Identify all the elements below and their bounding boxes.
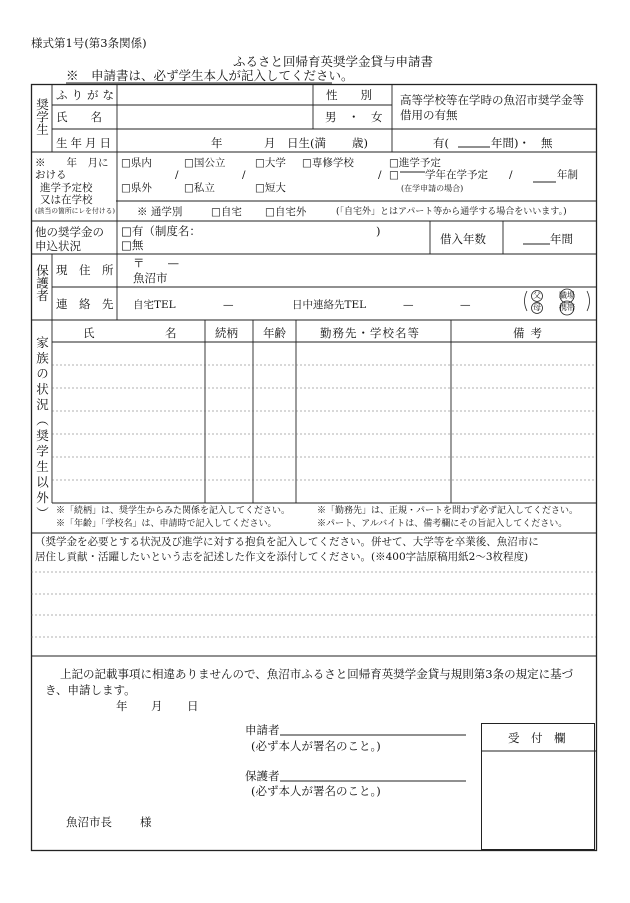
- name-label: 氏 名: [56, 110, 102, 124]
- loan-years: 年間: [550, 232, 573, 246]
- notice: ※ 申請書は、必ず学生本人が記入してください。: [66, 68, 354, 83]
- home-tel-label: 自宅TEL: [133, 299, 176, 311]
- family-note-2: ※「年齢」「学校名」は、申請時で記入してください。: [56, 519, 277, 529]
- sex-options: 男 ・ 女: [325, 110, 383, 124]
- receipt-header: 受 付 欄: [508, 731, 566, 745]
- age-end: 歳): [352, 136, 368, 150]
- family-note-4: ※パート、アルバイトは、備考欄にその旨記入してください。: [317, 519, 568, 529]
- furigana-label: ふりがな: [56, 88, 118, 102]
- birth-label: 生年月日: [56, 136, 114, 150]
- prior-loan-no: 無: [541, 136, 553, 150]
- slash-4: /: [509, 169, 513, 181]
- birth-day-age: 日生(満: [287, 136, 326, 150]
- guardian-sign-note: (必ず本人が署名のこと。): [251, 784, 381, 798]
- checkbox-away[interactable]: □自宅外: [265, 206, 307, 218]
- essay-instruction-1: （奨学金を必要とする状況及び進学に対する抱負を記入してください。併せて、大学等を卒業後、魚沼市に: [35, 536, 539, 548]
- checkbox-junior-college[interactable]: □短大: [255, 182, 286, 194]
- home-tel-dash: —: [223, 299, 234, 311]
- slash-3: /: [378, 169, 382, 181]
- declaration-year: 年: [116, 699, 128, 713]
- enrolled-grade: 学年在学予定: [425, 169, 488, 181]
- checkbox-in-pref[interactable]: □県内: [121, 157, 152, 169]
- other-close-paren: ): [376, 224, 381, 238]
- checkbox-vocational[interactable]: □専修学校: [302, 157, 354, 169]
- school-label-line1: ※ 年 月に: [35, 157, 109, 169]
- contact-label: 連 絡 先: [56, 297, 114, 311]
- student-side-label: 奨学生: [34, 98, 50, 136]
- checkbox-other-yes[interactable]: □有（制度名：: [121, 224, 201, 238]
- checkbox-national[interactable]: □国公立: [184, 157, 226, 169]
- commute-note: (「自宅外」とはアパート等から通学する場合をいいます。): [336, 207, 567, 217]
- mayor-label: 魚沼市長: [66, 815, 112, 829]
- sex-label: 性 別: [326, 88, 372, 102]
- commute-label: ※ 通学別: [137, 206, 183, 218]
- essay-instruction-2: 居住し貢献・活躍したいという志を記述した作文を添付してください。(※400字詰原稿用紙2〜3枚程度): [35, 551, 529, 563]
- birth-month: 月: [264, 136, 276, 150]
- header-name-2: 名: [165, 326, 177, 340]
- day-tel-dash-2: —: [460, 299, 471, 311]
- school-label-line4: 又は在学校: [40, 194, 93, 206]
- slash-1: /: [175, 169, 179, 181]
- school-label-note: (該当の箇所にレを付ける): [35, 207, 116, 215]
- other-scholarship-label-2: 申込状況: [35, 239, 81, 253]
- header-age: 年齢: [263, 326, 286, 340]
- form-title: ふるさと回帰育英奨学金貸与申請書: [233, 54, 434, 69]
- mobile-option[interactable]: 携帯: [559, 303, 575, 312]
- declaration-line-2: き、申請します。: [45, 683, 136, 697]
- guardian-sign-label: 保護者: [245, 769, 280, 783]
- prior-loan-question-1: 高等学校等在学時の魚沼市奨学金等: [400, 93, 584, 107]
- city: 魚沼市: [133, 271, 168, 285]
- years-system: 年制: [557, 169, 578, 181]
- header-relation: 続柄: [215, 326, 238, 340]
- father-option[interactable]: 父: [533, 291, 541, 300]
- family-note-1: ※「続柄」は、奨学生からみた関係を記入してください。: [56, 506, 291, 516]
- mother-option[interactable]: 母: [533, 303, 541, 312]
- checkbox-other-no[interactable]: □無: [121, 238, 144, 252]
- prior-loan-question-2: 借用の有無: [400, 108, 458, 122]
- checkbox-enrolled[interactable]: □: [389, 169, 399, 181]
- applicant-note: (必ず本人が署名のこと。): [251, 739, 381, 753]
- school-label-line3: 進学予定校: [40, 182, 93, 194]
- enrolled-note: (在学申請の場合): [401, 184, 464, 193]
- checkbox-home[interactable]: □自宅: [211, 206, 242, 218]
- address-label: 現 住 所: [56, 263, 114, 277]
- work-option[interactable]: 職場: [559, 291, 575, 300]
- declaration-line-1: 上記の記載事項に相違ありませんので、魚沼市ふるさと回帰育英奨学金貸与規則第3条の規定に基づ: [60, 667, 574, 681]
- declaration-month: 月: [151, 699, 163, 713]
- slash-2: /: [242, 169, 246, 181]
- loan-years-label: 借入年数: [440, 232, 486, 246]
- other-scholarship-label-1: 他の奨学金の: [35, 225, 104, 239]
- applicant-label: 申請者: [245, 723, 280, 737]
- checkbox-university[interactable]: □大学: [255, 157, 286, 169]
- header-remarks: 備考: [513, 326, 548, 340]
- day-tel-dash-1: —: [403, 299, 414, 311]
- guardian-side-label: 保護者: [34, 264, 50, 302]
- prior-loan-years: 年間)・: [491, 136, 530, 150]
- mayor-honorific: 様: [140, 815, 152, 829]
- checkbox-private[interactable]: □私立: [184, 182, 215, 194]
- header-workplace: 勤務先・学校名等: [320, 326, 420, 340]
- checkbox-out-pref[interactable]: □県外: [121, 182, 152, 194]
- birth-year: 年: [211, 136, 223, 150]
- family-note-3: ※「勤務先」は、正規・パートを問わず必ず記入してください。: [317, 506, 579, 516]
- declaration-day: 日: [187, 699, 199, 713]
- family-side-label: 家族の状況（奨学生以外）: [34, 336, 50, 522]
- day-tel-label: 日中連絡先TEL: [292, 299, 367, 311]
- checkbox-planned[interactable]: □進学予定: [389, 157, 441, 169]
- header-name-1: 氏: [83, 326, 95, 340]
- prior-loan-yes: 有(: [433, 136, 449, 150]
- postal-code: 〒 —: [133, 256, 179, 270]
- form-number: 様式第1号(第3条関係): [31, 36, 147, 50]
- school-label-line2: おける: [35, 169, 67, 181]
